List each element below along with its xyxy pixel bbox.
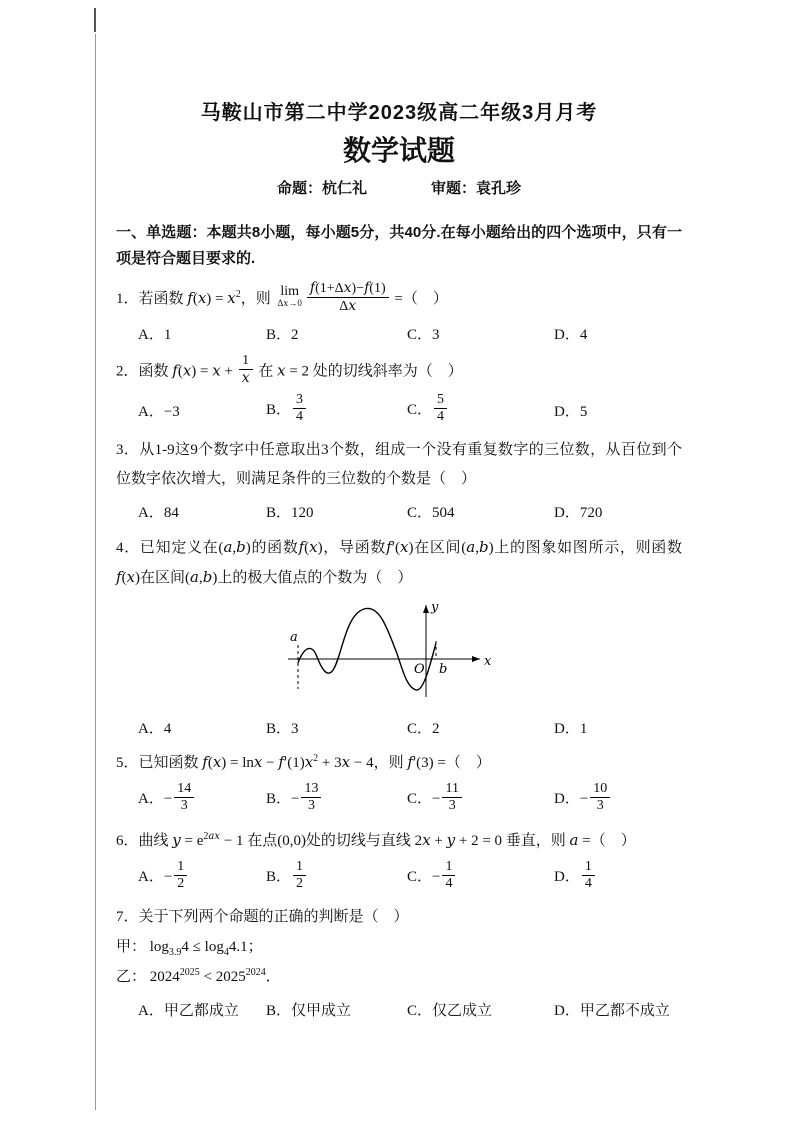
derivative-curve: [298, 608, 436, 690]
question-1-option-c: C．3: [407, 327, 440, 344]
question-7-option-c: C．仅乙成立: [407, 1002, 493, 1019]
question-3-option-b: B．120: [266, 505, 314, 522]
setter-name: 命题：杭仁礼: [276, 180, 367, 197]
question-2-option-a: A．−3: [138, 403, 180, 420]
question-3-options: [116, 500, 682, 524]
question-1: [116, 279, 682, 346]
question-6-option-d: D． $\frac{1}{4}$: [554, 861, 682, 894]
question-6-options: [116, 858, 682, 894]
question-4: [116, 533, 682, 740]
question-1-option-a: A．1: [138, 327, 172, 344]
question-5-option-c: C．− $\frac{11}{3}$: [407, 783, 554, 816]
question-5-option-b: B．− $\frac{13}{3}$: [266, 783, 407, 816]
question-6-option-c: C．− $\frac{1}{4}$: [407, 861, 554, 894]
question-2-option-d: D．5: [554, 403, 588, 420]
question-7-proposition-jia: 甲： $\log_{3.9}4 \le \log_44.1$；: [116, 939, 263, 959]
question-7-option-d: D．甲乙都不成立: [554, 1002, 670, 1019]
exam-subtitle: 数学试题: [342, 135, 455, 166]
authors-line: [116, 177, 682, 198]
question-4-stem: 4．已知定义在(a,b)的函数f(x)，导函数f′(x)在区间(a,b)上的图象如图所示，则函数f(x)在区间(a,b)上的极大值点的个数为（ ）: [116, 537, 683, 586]
question-7-options: [116, 997, 682, 1021]
question-3-stem: 3．从1-9这9个数字中任意取出3个数，组成一个没有重复数字的三位数，从百位到个位数字依次增大，则满足条件的三位数的个数是（ ）: [116, 442, 682, 488]
question-7: [116, 903, 682, 1021]
question-4-options: [116, 715, 682, 739]
question-4-option-b: B．3: [266, 720, 299, 737]
graph-label-b: b: [439, 662, 448, 678]
question-1-options: [116, 322, 682, 346]
exam-content: [116, 96, 682, 1024]
question-7-proposition-yi: 乙： $2024^{2025} < 2025^{2024}$．: [116, 967, 281, 986]
graph-label-x: x: [484, 654, 492, 670]
question-5-option-d: D．− $\frac{10}{3}$: [554, 783, 682, 816]
question-5: [116, 748, 682, 816]
question-4-option-a: A．4: [138, 720, 172, 737]
section-heading: 一、单选题：本题共8小题，每小题5分，共40分.在每小题给出的四个选项中，只有一项是符合题目要求的.: [116, 224, 682, 268]
question-7-option-b: B．仅甲成立: [266, 1002, 352, 1019]
question-6-stem: 6．曲线 $y = e^{2ax} - 1$ 在点(0,0)处的切线与直线 2x + y + 2 = 0 垂直，则 a =（ ）: [116, 830, 636, 849]
page-edge-tick: [94, 8, 96, 32]
reviewer-name: 审题：袁孔珍: [431, 180, 522, 197]
question-4-option-c: C．2: [407, 720, 440, 737]
question-5-option-a: A．− $\frac{14}{3}$: [138, 783, 266, 816]
question-6-option-b: B． $\frac{1}{2}$: [266, 861, 407, 894]
exam-title: 马鞍山市第二中学2023级高二年级3月月考: [200, 102, 598, 124]
question-2-stem: 2．函数 f(x) = x + $\frac{1}{x}$ 在 x = 2 处的切线斜率为（ ）: [116, 352, 463, 386]
question-4-option-d: D．1: [554, 720, 588, 737]
question-3-option-d: D．720: [554, 505, 603, 522]
question-7-option-a: A．甲乙都成立: [138, 1002, 239, 1019]
question-1-stem: 1．若函数 $f(x) = x^2$，则 lim Δx→0 $\frac{f(1+\Delta x)-f(1)}{\Delta x}$ =（ ）: [116, 279, 448, 314]
question-2-option-c: C． $\frac{5}{4}$: [407, 394, 554, 427]
question-6: [116, 826, 682, 894]
question-6-option-a: A．− $\frac{1}{2}$: [138, 861, 266, 894]
x-axis-arrow: [472, 656, 480, 662]
page-edge-line: [95, 34, 96, 1110]
question-1-option-d: D．4: [554, 327, 588, 344]
question-7-stem: 7．关于下列两个命题的正确的判断是（ ）: [116, 908, 409, 925]
graph-label-a: a: [290, 630, 298, 646]
y-axis-arrow: [423, 605, 429, 613]
graph-label-y: y: [431, 600, 439, 616]
question-3-option-a: A．84: [138, 505, 179, 522]
question-3-option-c: C．504: [407, 505, 455, 522]
derivative-graph: [284, 597, 499, 705]
question-4-figure: [284, 597, 682, 710]
question-2: [116, 352, 682, 427]
graph-label-o: O: [414, 662, 425, 678]
question-5-stem: 5．已知函数 $f(x) = \ln x - f'(1)x^2 + 3x - 4$，则 f′(3) =（ ）: [116, 753, 491, 772]
question-2-options: [116, 391, 682, 427]
question-1-option-b: B．2: [266, 327, 299, 344]
question-5-options: [116, 783, 682, 816]
question-2-option-b: B． $\frac{3}{4}$: [266, 394, 407, 427]
question-3: [116, 436, 682, 524]
